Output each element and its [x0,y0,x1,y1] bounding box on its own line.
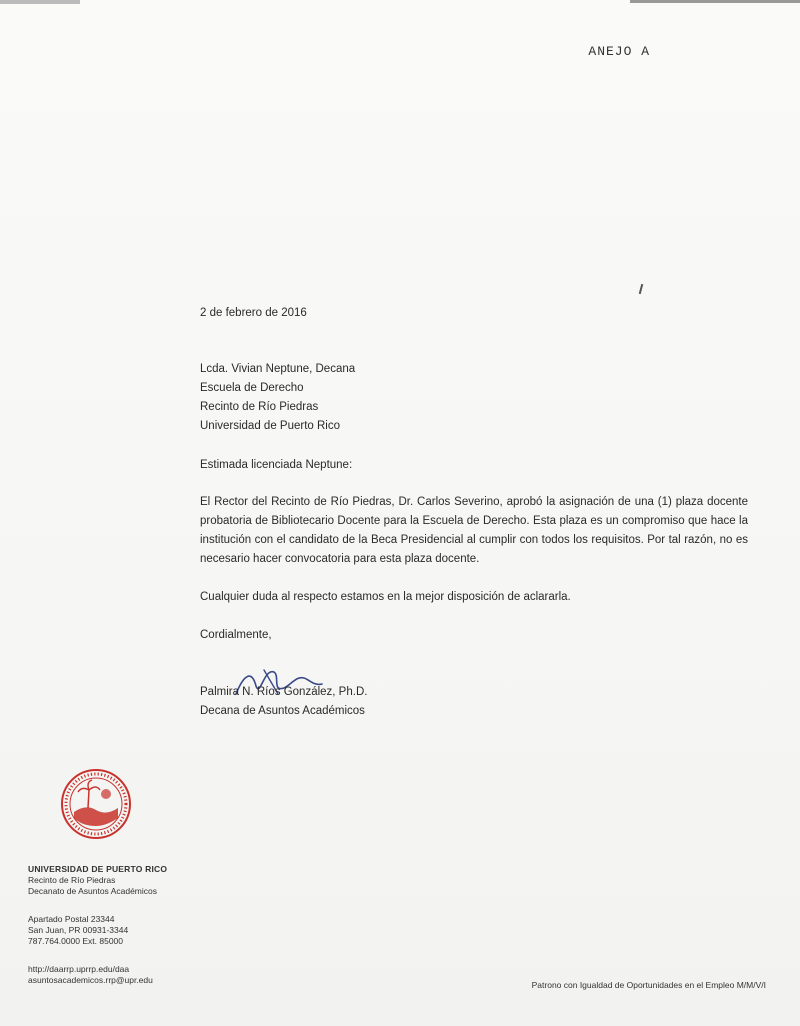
footer-email: asuntosacademicos.rrp@upr.edu [28,975,153,985]
equal-opportunity-notice: Patrono con Igualdad de Oportunidades en el Empleo M/M/V/I [531,980,766,990]
body-paragraph: Cualquier duda al respecto estamos en la mejor disposición de aclararla. [200,591,571,603]
footer-website: http://daarrp.uprrp.edu/daa [28,964,130,974]
body-paragraph: El Rector del Recinto de Río Piedras, Dr. Carlos Severino, aprobó la asignación de una (1) plaza docente probatoria de Bibliotecario Docente para la Escuela de Derecho. Esta plaza es un compromiso que hace la institución con el candidato de la Beca Presidencial al cumplir con todos los requisitos. Por tal razón, no es necesario hacer convocatoria para esta plaza docente. [200,496,748,565]
recipient-block [200,360,355,436]
closing: Cordialmente, [200,629,272,641]
footer-institution: UNIVERSIDAD DE PUERTO RICO [28,864,168,874]
footer-contact [28,964,153,986]
recipient-line: Lcda. Vivian Neptune, Decana [200,363,356,375]
scan-speck [639,284,644,294]
recipient-line: Universidad de Puerto Rico [200,420,340,432]
salutation: Estimada licenciada Neptune: [200,459,353,471]
recipient-line: Escuela de Derecho [200,382,304,394]
signer-name: Palmira N. Ríos González, Ph.D. [200,686,368,698]
footer-address [28,914,128,947]
footer-city: San Juan, PR 00931-3344 [28,925,129,935]
footer-office: Decanato de Asuntos Académicos [28,886,157,896]
footer-phone: 787.764.0000 Ext. 85000 [28,936,123,946]
university-seal-icon [60,768,132,840]
annex-label: ANEJO A [588,44,650,59]
footer-po-box: Apartado Postal 23344 [28,914,115,924]
footer-campus: Recinto de Río Piedras [28,875,116,885]
scan-edge-mark [0,0,80,4]
signer-block [200,683,367,721]
letter-date: 2 de febrero de 2016 [200,307,307,319]
scan-edge-mark [630,0,800,3]
signer-title: Decana de Asuntos Académicos [200,705,365,717]
footer-organization [28,864,167,897]
recipient-line: Recinto de Río Piedras [200,401,319,413]
